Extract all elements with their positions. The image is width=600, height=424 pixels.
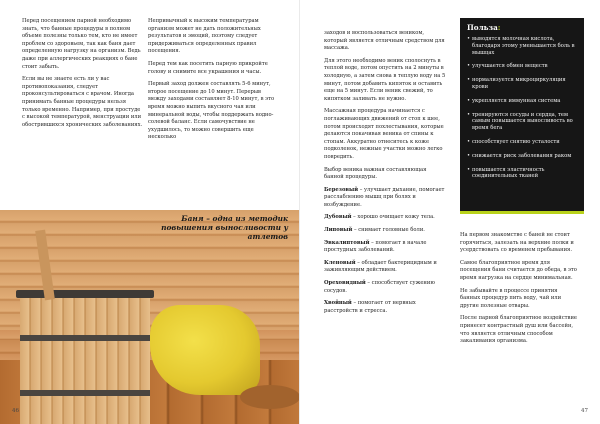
right-column-1 [324, 30, 446, 320]
yellow-towel [150, 305, 260, 395]
bucket-rim [16, 290, 154, 298]
page-number-right: 47 [581, 408, 588, 414]
broom-description: – помогает в начале простудных заболеваний. [324, 239, 427, 254]
benefits-list [460, 36, 584, 180]
benefits-title [460, 18, 584, 36]
broom-description: – обладает бактерицидным и заживляющим действием. [324, 259, 437, 274]
benefit-item: • выводятся молочная кислота, благодаря этому уменьшается боль в мышцах [467, 36, 578, 56]
paragraph: Выбор веника важная составляющая банной процедуры. [324, 166, 427, 181]
broom-name: Эвкалиптовый [324, 239, 370, 246]
right-column-2 [460, 232, 578, 351]
broom-name: Липовый [324, 227, 353, 234]
paragraph: заходов и воспользоваться веником, который является отличным средством для массажа. [324, 30, 445, 52]
benefit-item: • повышается эластичность соединительных тканей [467, 167, 578, 181]
broom-item [324, 280, 446, 295]
left-column-2 [148, 18, 276, 147]
wooden-scoop [240, 385, 300, 409]
paragraph: После парной благоприятное воздействие принесет контрастный душ или бассейн, что является отличным способом закаливания организма. [460, 315, 577, 345]
broom-name: Дубовый [324, 214, 352, 221]
page-number-left: 46 [12, 408, 19, 414]
benefit-item: • тренируются сосуды и сердца, тем самым повышается выносливость во время бега [467, 112, 578, 132]
paragraph: Массажная процедура начинается с поглаживающих движений от стоп к шее, потом происходят похлестывания, которые делаются покачивая веника от спины к стопам. Аккуратно отнеситесь к коже подколенок, нежные участки можно легко повредить. [324, 108, 444, 160]
broom-name: Ореховидный [324, 280, 366, 287]
paragraph: На первом знакомстве с баней не стоит горячиться, залезать на верхние полки и усердствовать со временем пребывания. [460, 232, 574, 254]
broom-description: – способствует сужению сосудов. [324, 280, 435, 294]
paragraph: Самое благоприятное время для посещения бани считается до обеда, в это время нагрузка на сердце минимальная. [460, 259, 577, 281]
paragraph: Если вы не знаете есть ли у вас противопоказания, следует проконсультироваться с врачом. Иногда принимать банные процедуры нельзя только временно. Например, при простуде с высокой температурой, менструации или обострившихся хронических заболеваниях. [22, 76, 143, 128]
paragraph: Перед тем как посетить парную прикройте голову и снимите все украшения и часы. [148, 60, 268, 75]
broom-description: – хорошо очищает кожу тела. [351, 214, 435, 221]
broom-item [324, 214, 446, 222]
bucket-band [20, 390, 150, 396]
broom-name: Березовый [324, 186, 359, 193]
benefits-title-text: Польза [467, 23, 498, 32]
right-page [300, 0, 600, 424]
benefit-item: • нормализуется микроциркуляция крови [467, 77, 578, 91]
benefit-item: • улучшается обмен веществ [467, 63, 578, 70]
broom-item [324, 260, 446, 275]
benefits-box [460, 18, 584, 214]
bucket-band [20, 335, 150, 341]
broom-name: Хвойный [324, 300, 352, 307]
broom-item [324, 240, 446, 255]
accent-bar [460, 211, 584, 214]
left-column-1 [22, 18, 144, 134]
paragraph: Для этого необходимо веник сполоснуть в теплой воде, потом опустить на 2 минуты в холодную, а затем снова в теплую воду на 5 минут, потом добавить кипяток и оставить еще на 5 минут. Если веник свежий, то кипятком заливать не нужно. [324, 57, 446, 102]
benefit-item: • укрепляется иммунная система [467, 98, 578, 105]
sauna-photo [0, 210, 300, 424]
broom-list [324, 187, 446, 316]
broom-item [324, 187, 446, 210]
paragraph: Перед посещением парной необходимо знать, что банные процедуры в полном объеме полезны только тем, кто не имеет проблем со здоровьем, так как баня дает определенную нагрузку на организм. Ведь даже при аллергических реакциях о бане стоит забыть. [22, 18, 141, 70]
broom-name: Кленовый [324, 259, 356, 266]
broom-description: – улучшает дыхание, помогает расслаблению мышц при болях и возбуждение. [324, 186, 445, 208]
photo-caption: Баня – одна из методик повышения выносливости у атлетов [161, 214, 288, 241]
benefit-item: • снижается риск заболевания раком [467, 153, 578, 160]
benefit-item: • способствует снятию усталости [467, 139, 578, 146]
sauna-bucket-icon [20, 290, 150, 424]
broom-item [324, 227, 446, 235]
broom-description: – помогает от нервных расстройств и стресса. [324, 300, 416, 314]
broom-item [324, 300, 446, 315]
paragraph: Первый заход должен составлять 5-6 минут, второе посещение до 10 минут. Перерыв между заходами составляет 8-10 минут, в это время можно выпить вкусного чая или минеральной воды, чтобы поддержать водно-солевой баланс. Если самочувствие не ухудшилось, то можно совершить еще несколько [148, 81, 275, 141]
paragraph: Непривычный к высоким температурам организм может не дать положительных результатов и эмоций, поэтому следует придерживаться определенных правил посещения. [148, 18, 261, 55]
paragraph: Не забывайте в процессе принятия банных процедур пить воду, чай или другие полезные отвары. [460, 287, 562, 309]
benefits-title-colon: : [497, 23, 501, 32]
broom-description: – снимает головные боли. [352, 227, 425, 234]
